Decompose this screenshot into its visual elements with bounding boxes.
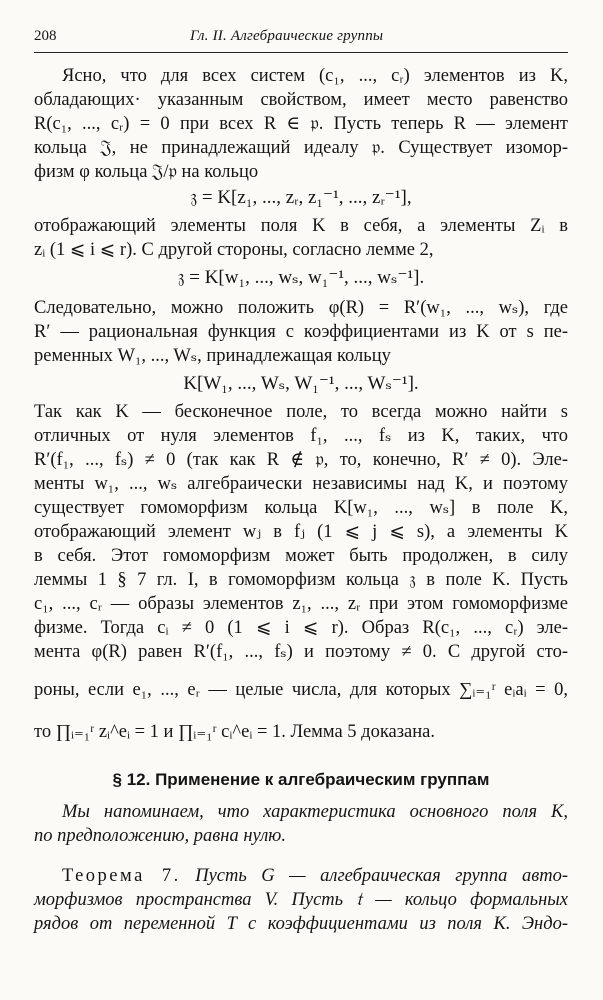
text-line: R′(f₁, ..., fₛ) ≠ 0 (так как R ∉ 𝔭, то, конечно, R′ ≠ 0). Эле- xyxy=(34,450,568,470)
text-line: в себя. Этот гомоморфизм может быть продолжен, в силу xyxy=(34,546,568,566)
text-line: отображающий элемент wⱼ в fⱼ (1 ⩽ j ⩽ s), а элементы K xyxy=(34,522,568,542)
section-heading: § 12. Применение к алгебраическим группам xyxy=(112,770,490,789)
text-line: то ∏ᵢ₌₁ʳ zᵢ^eᵢ = 1 и ∏ᵢ₌₁ʳ cᵢ^eᵢ = 1. Лемма 5 доказана. xyxy=(34,722,435,742)
text-line: отображающий элементы поля K в себя, а элементы Zᵢ в xyxy=(34,216,568,236)
formula: 𝔷 = K[z₁, ..., zᵣ, z₁⁻¹, ..., zᵣ⁻¹], xyxy=(190,187,412,208)
text-line: физм φ кольца 𝔍/𝔭 на кольцо xyxy=(34,162,259,182)
text-line: менты w₁, ..., wₛ алгебраически независимы над K, и поэтому xyxy=(34,474,568,494)
text-line: R(c₁, ..., cᵣ) = 0 при всех R ∈ 𝔭. Пусть теперь R — элемент xyxy=(34,114,568,134)
section-intro-line: Мы напоминаем, что характеристика основного поля K, xyxy=(62,802,568,822)
text-line: Следовательно, можно положить φ(R) = R′(w₁, ..., wₛ), где xyxy=(34,298,568,318)
text-line: Ясно, что для всех систем (c₁, ..., cᵣ) элементов из K, xyxy=(62,66,568,86)
text-line: отличных от нуля элементов f₁, ..., fₛ из K, таких, что xyxy=(34,426,568,446)
text-line: кольца 𝔍, не принадлежащий идеалу 𝔭. Существует изомор- xyxy=(34,138,568,158)
text-line: ременных W₁, ..., Wₛ, принадлежащая кольцу xyxy=(34,346,391,366)
formula: 𝔷 = K[w₁, ..., wₛ, w₁⁻¹, ..., wₛ⁻¹]. xyxy=(177,267,425,288)
formula: K[W₁, ..., Wₛ, W₁⁻¹, ..., Wₛ⁻¹]. xyxy=(183,373,419,394)
theorem-label: Теорема 7. xyxy=(62,866,181,886)
running-title: Гл. II. Алгебраические группы xyxy=(190,28,384,44)
theorem-line: рядов от переменной T с коэффициентами из поля K. Эндо- xyxy=(34,914,568,934)
text-line: R′ — рациональная функция с коэффициентами из K от s пе- xyxy=(34,322,568,342)
section-intro-line: по предположению, равна нулю. xyxy=(34,826,286,846)
text-line: роны, если e₁, ..., eᵣ — целые числа, для которых ∑ᵢ₌₁ʳ eᵢaᵢ = 0, xyxy=(34,680,568,700)
theorem-line: морфизмов пространства V. Пусть 𝔱 — кольцо формальных xyxy=(34,890,568,910)
text-line: обладающих· указанным свойством, имеет место равенство xyxy=(34,90,568,110)
theorem-line xyxy=(62,864,568,888)
text-line: Так как K — бесконечное поле, то всегда можно найти s xyxy=(34,402,568,422)
header-rule xyxy=(34,52,568,53)
text-line: физме. Тогда cᵢ ≠ 0 (1 ⩽ i ⩽ r). Образ R(c₁, ..., cᵣ) эле- xyxy=(34,618,568,638)
text-line: zᵢ (1 ⩽ i ⩽ r). С другой стороны, согласно лемме 2, xyxy=(34,240,434,260)
text-line: мента φ(R) равен R′(f₁, ..., fₛ) и поэтому ≠ 0. С другой сто- xyxy=(34,642,568,662)
page-number: 208 xyxy=(34,28,57,44)
text-line: существует гомоморфизм кольца K[w₁, ..., wₛ] в поле K, xyxy=(34,498,568,518)
text-line: леммы 1 § 7 гл. I, в гомоморфизм кольца 𝔷 в поле K. Пусть xyxy=(34,570,568,590)
theorem-text: Пусть G — алгебраическая группа авто- xyxy=(195,866,568,886)
text-line: c₁, ..., cᵣ — образы элементов z₁, ..., zᵣ при этом гомоморфизме xyxy=(34,594,568,614)
